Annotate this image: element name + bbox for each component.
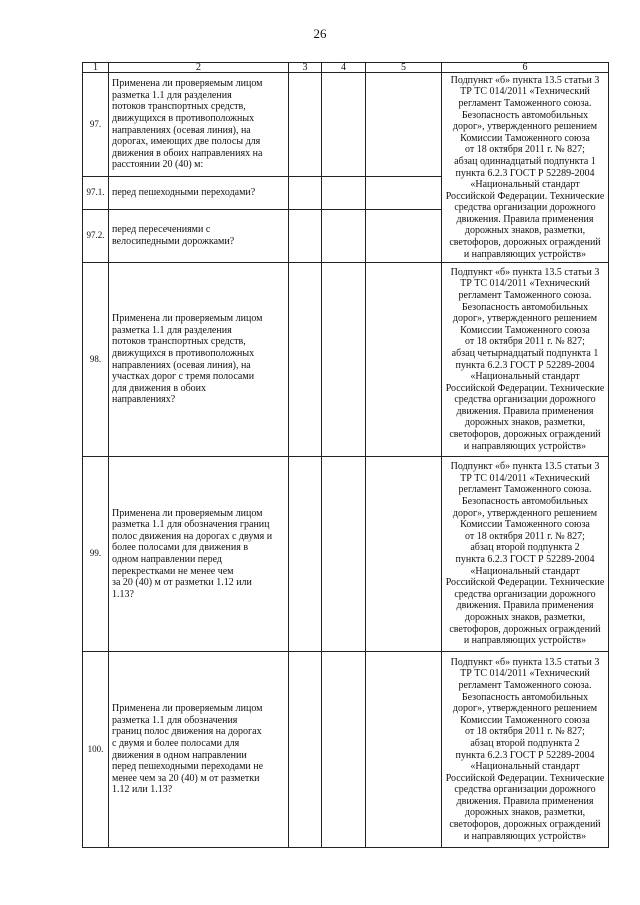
- reference-line: Российской Федерации. Технические: [445, 772, 605, 784]
- reference-line: ТР ТС 014/2011 «Технический: [460, 668, 590, 680]
- question-line: разметка 1.1 для разделения: [112, 324, 232, 336]
- reference-line: движения. Правила применения: [456, 405, 594, 417]
- question-line: перед пересечениями с: [112, 224, 211, 236]
- reference-line: движения. Правила применения: [456, 213, 594, 225]
- reference-line: дорог», утвержденного решением: [452, 507, 598, 519]
- row-number: 97.2.: [83, 210, 109, 263]
- question-line: разметка 1.1 для обозначения границ: [112, 519, 270, 531]
- reference-line: «Национальный стандарт: [470, 565, 580, 577]
- question-line: расстоянии 20 (40) м:: [112, 159, 204, 171]
- question-line: перекрестками не менее чем: [112, 565, 234, 577]
- reference-line: дорожных знаков, разметки,: [464, 417, 586, 429]
- reference-line: дорог», утвержденного решением: [452, 121, 598, 133]
- question-line: участках дорог с тремя полосами: [112, 371, 255, 383]
- reference-line: ТР ТС 014/2011 «Технический: [460, 278, 590, 290]
- question-line: дорогах, имеющих две полосы для: [112, 136, 261, 148]
- reference-line: светофоров, дорожных ограждений: [449, 237, 601, 249]
- reference-line: от 18 октября 2011 г. № 827;: [465, 144, 585, 156]
- reference-line: «Национальный стандарт: [470, 761, 580, 773]
- question-line: Применена ли проверяемым лицом: [112, 313, 263, 325]
- question-line: движения в обоих направлениях на: [112, 147, 263, 159]
- reference-line: абзац второй подпункта 2: [470, 542, 580, 554]
- question-line: потоков транспортных средств,: [112, 336, 246, 348]
- reference-line: регламент Таможенного союза.: [458, 484, 592, 496]
- blank-cell: [289, 457, 322, 652]
- blank-cell: [322, 73, 366, 177]
- blank-cell: [289, 73, 322, 177]
- blank-cell: [289, 177, 322, 210]
- reference-line: и направляющих устройств»: [463, 440, 587, 452]
- row-number: 97.: [83, 73, 109, 177]
- question-line: движения в одном направлении: [112, 749, 247, 761]
- reference-line: средства организации дорожного: [454, 588, 596, 600]
- reference-line: Российской Федерации. Технические: [445, 382, 605, 394]
- row-number: 99.: [83, 457, 109, 652]
- table-row: [83, 73, 609, 177]
- reference-line: абзац одиннадцатый подпункта 1: [454, 155, 596, 167]
- reference-line: «Национальный стандарт: [470, 179, 580, 191]
- reference-line: Комиссии Таможенного союза: [460, 519, 590, 531]
- reference-line: светофоров, дорожных ограждений: [449, 429, 601, 441]
- reference-line: пункта 6.2.3 ГОСТ Р 52289-2004: [455, 749, 595, 761]
- row-number: 100.: [83, 652, 109, 848]
- question-cell: [109, 177, 289, 210]
- question-line: полос движения на дорогах с двумя и: [112, 530, 273, 542]
- question-line: направлениях?: [112, 394, 176, 406]
- reference-line: от 18 октября 2011 г. № 827;: [465, 530, 585, 542]
- reference-line: «Национальный стандарт: [470, 371, 580, 383]
- blank-cell: [366, 210, 442, 263]
- header-cell: 5: [366, 63, 442, 73]
- reference-line: светофоров, дорожных ограждений: [449, 623, 601, 635]
- reference-line: от 18 октября 2011 г. № 827;: [465, 336, 585, 348]
- question-line: за 20 (40) м от разметки 1.12 или: [112, 577, 252, 589]
- reference-line: Комиссии Таможенного союза: [460, 324, 590, 336]
- reference-line: Подпункт «б» пункта 13.5 статьи 3: [450, 461, 600, 473]
- question-line: для движения в обоих: [112, 382, 207, 394]
- question-line: велосипедными дорожками?: [112, 236, 235, 247]
- reference-line: Безопасность автомобильных: [461, 301, 589, 313]
- reference-line: ТР ТС 014/2011 «Технический: [460, 86, 590, 98]
- reference-line: дорожных знаков, разметки,: [464, 225, 586, 237]
- question-line: границ полос движения на дорогах: [112, 726, 262, 738]
- question-line: потоков транспортных средств,: [112, 101, 246, 113]
- header-cell: 6: [442, 63, 609, 73]
- question-cell: [109, 210, 289, 263]
- question-line: 1.12 или 1.13?: [112, 784, 173, 796]
- blank-cell: [366, 652, 442, 848]
- reference-line: абзац второй подпункта 2: [470, 737, 580, 749]
- reference-cell: [442, 457, 609, 652]
- blank-cell: [366, 457, 442, 652]
- blank-cell: [322, 457, 366, 652]
- blank-cell: [289, 263, 322, 457]
- header-cell: 3: [289, 63, 322, 73]
- header-cell: 4: [322, 63, 366, 73]
- question-cell: [109, 73, 289, 177]
- reference-line: Комиссии Таможенного союза: [460, 132, 590, 144]
- question-line: направлениях (осевая линия), на: [112, 359, 251, 371]
- row-number: 98.: [83, 263, 109, 457]
- reference-line: дорожных знаков, разметки,: [464, 807, 586, 819]
- question-cell: [109, 263, 289, 457]
- question-line: направлениях (осевая линия), на: [112, 124, 251, 136]
- reference-line: светофоров, дорожных ограждений: [449, 819, 601, 831]
- reference-line: Комиссии Таможенного союза: [460, 714, 590, 726]
- question-line: разметка 1.1 для разделения: [112, 89, 232, 101]
- blank-cell: [322, 652, 366, 848]
- question-cell: [109, 457, 289, 652]
- question-line: перед пешеходными переходами не: [112, 761, 264, 773]
- reference-line: ТР ТС 014/2011 «Технический: [460, 472, 590, 484]
- table-row: [83, 263, 609, 457]
- reference-line: Безопасность автомобильных: [461, 691, 589, 703]
- reference-line: Российской Федерации. Технические: [445, 577, 605, 589]
- table-row: [83, 652, 609, 848]
- reference-line: Подпункт «б» пункта 13.5 статьи 3: [450, 74, 600, 86]
- question-line: более полосами для движения в: [112, 542, 249, 554]
- header-cell: 2: [109, 63, 289, 73]
- reference-line: Безопасность автомобильных: [461, 109, 589, 121]
- page-number: 26: [313, 26, 327, 41]
- blank-cell: [322, 210, 366, 263]
- question-line: перед пешеходными переходами?: [112, 187, 256, 199]
- blank-cell: [366, 177, 442, 210]
- question-line: Применена ли проверяемым лицом: [112, 703, 263, 715]
- reference-line: пункта 6.2.3 ГОСТ Р 52289-2004: [455, 359, 595, 371]
- reference-line: средства организации дорожного: [454, 202, 596, 214]
- blank-cell: [366, 263, 442, 457]
- question-line: одном направлении перед: [112, 554, 222, 565]
- table-row: [83, 457, 609, 652]
- reference-line: Подпункт «б» пункта 13.5 статьи 3: [450, 266, 600, 278]
- question-line: движущихся в противоположных: [112, 112, 255, 124]
- reference-cell: [442, 263, 609, 457]
- reference-line: дорожных знаков, разметки,: [464, 611, 586, 623]
- blank-cell: [322, 263, 366, 457]
- blank-cell: [289, 652, 322, 848]
- reference-line: пункта 6.2.3 ГОСТ Р 52289-2004: [455, 167, 595, 179]
- reference-line: абзац четырнадцатый подпункта 1: [451, 347, 599, 359]
- reference-line: и направляющих устройств»: [463, 248, 587, 260]
- question-line: 1.13?: [112, 588, 134, 600]
- reference-line: пункта 6.2.3 ГОСТ Р 52289-2004: [455, 554, 595, 565]
- table-header-row: [83, 63, 609, 73]
- question-line: Применена ли проверяемым лицом: [112, 78, 263, 90]
- reference-line: Безопасность автомобильных: [461, 496, 589, 508]
- reference-line: средства организации дорожного: [454, 394, 596, 406]
- reference-cell: [442, 73, 609, 263]
- reference-line: дорог», утвержденного решением: [452, 313, 598, 325]
- question-line: движущихся в противоположных: [112, 347, 255, 359]
- question-line: разметка 1.1 для обозначения: [112, 714, 238, 726]
- header-cell: 1: [83, 63, 109, 73]
- reference-line: регламент Таможенного союза.: [458, 97, 592, 109]
- reference-line: движения. Правила применения: [456, 600, 594, 612]
- reference-line: и направляющих устройств»: [463, 830, 587, 842]
- blank-cell: [366, 73, 442, 177]
- question-line: Применена ли проверяемым лицом: [112, 507, 263, 519]
- blank-cell: [322, 177, 366, 210]
- reference-line: от 18 октября 2011 г. № 827;: [465, 726, 585, 738]
- reference-line: дорог», утвержденного решением: [452, 703, 598, 715]
- reference-line: и направляющих устройств»: [463, 635, 587, 647]
- reference-line: средства организации дорожного: [454, 784, 596, 796]
- row-number: 97.1.: [83, 177, 109, 210]
- question-cell: [109, 652, 289, 848]
- reference-line: Подпункт «б» пункта 13.5 статьи 3: [450, 656, 600, 668]
- blank-cell: [289, 210, 322, 263]
- checklist-table: [82, 62, 609, 848]
- reference-line: регламент Таможенного союза.: [458, 679, 592, 691]
- reference-cell: [442, 652, 609, 848]
- reference-line: регламент Таможенного союза.: [458, 289, 592, 301]
- reference-line: Российской Федерации. Технические: [445, 190, 605, 202]
- question-line: менее чем за 20 (40) м от разметки: [112, 772, 260, 784]
- question-line: с двумя и более полосами для: [112, 737, 240, 749]
- reference-line: движения. Правила применения: [456, 795, 594, 807]
